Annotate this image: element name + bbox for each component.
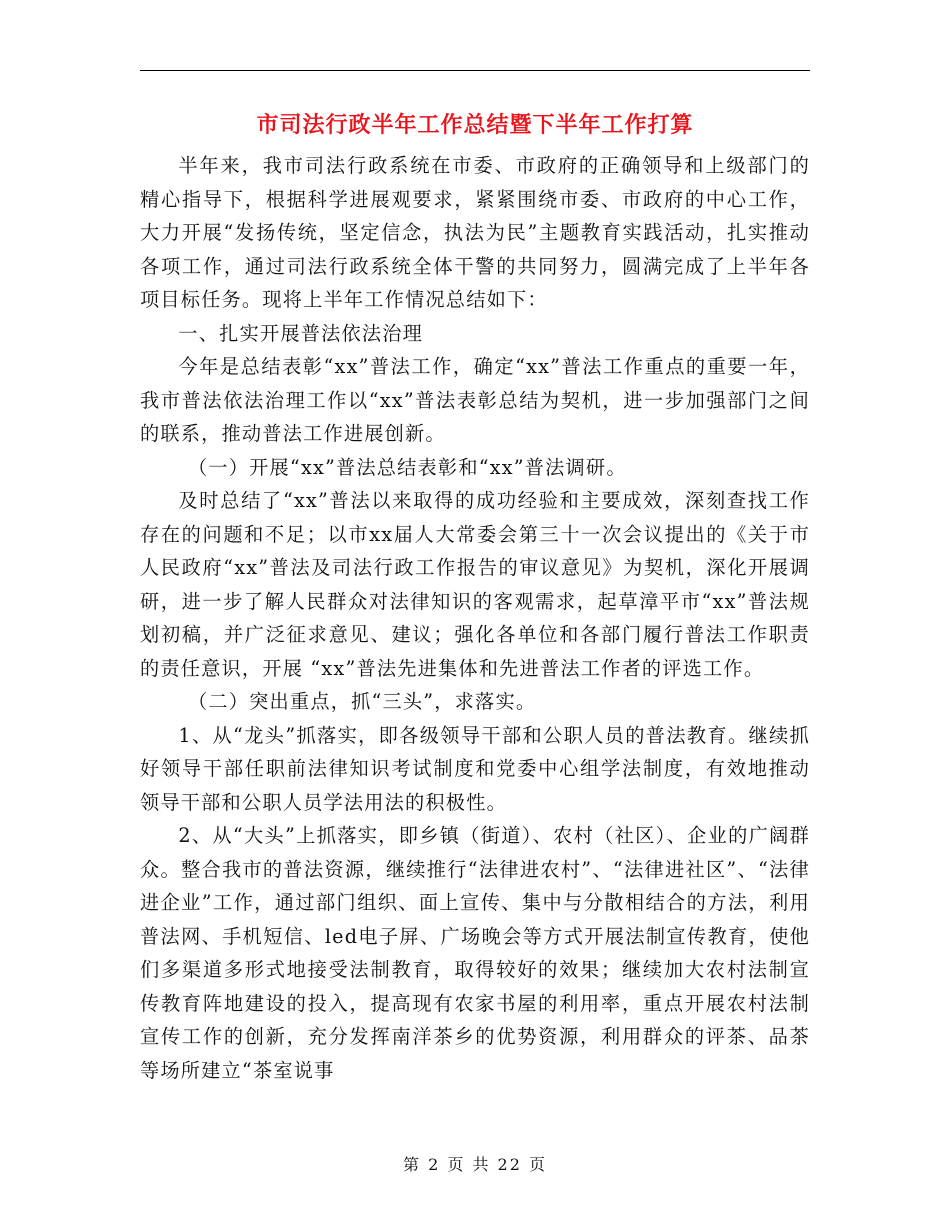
paragraph-subsection-1: 及时总结了“xx”普法以来取得的成功经验和主要成效，深刻查找工作存在的问题和不足；以市xx届人大常委会第三十一次会议提出的《关于市人民政府“xx”普法及司法行政工作报告的审议意见》为契机，深化开展调研，进一步了解人民群众对法律知识的客观需求，起草漳平市“xx”普法规划初稿，并广泛征求意见、建议；强化各单位和各部门履行普法工作职责的责任意识，开展 “xx”普法先进集体和先进普法工作者的评选工作。	[140, 489, 810, 680]
paragraph-intro: 半年来，我市司法行政系统在市委、市政府的正确领导和上级部门的精心指导下，根据科学进展观要求，紧紧围绕市委、市政府的中心工作，大力开展“发扬传统，坚定信念，执法为民”主题教育实践活动，扎实推动各项工作，通过司法行政系统全体干警的共同努力，圆满完成了上半年各项目标任务。现将上半年工作情况总结如下：	[140, 154, 810, 311]
subsection-heading-1: （一）开展“xx”普法总结表彰和“xx”普法调研。	[188, 455, 627, 479]
paragraph-item-2: 2、从“大头”上抓落实，即乡镇（街道）、农村（社区）、企业的广阔群众。整合我市的普法资源，继续推行“法律进农村”、“法律进社区”、“法律进企业”工作，通过部门组织、面上宣传、集中与分散相结合的方法，利用普法网、手机短信、led电子屏、广场晚会等方式开展法制宣传教育，使他们多渠道多形式地接受法制教育，取得较好的效果；继续加大农村法制宣传教育阵地建设的投入，提高现有农家书屋的利用率，重点开展农村法制宣传工作的创新，充分发挥南洋茶乡的优势资源，利用群众的评茶、品茶等场所建立“茶室说事	[140, 824, 810, 1082]
section-heading-1: 一、扎实开展普法依法治理	[178, 321, 424, 345]
page-number: 第 2 页 共 22 页	[403, 1155, 547, 1174]
subsection-heading-2: （二）突出重点，抓“三头”，求落实。	[188, 690, 537, 713]
document-body	[140, 149, 810, 1087]
paragraph-item-1: 1、从“龙头”抓落实，即各级领导干部和公职人员的普法教育。继续抓好领导干部任职前法律知识考试制度和党委中心组学法制度，有效地推动领导干部和公职人员学法用法的积极性。	[140, 723, 810, 814]
paragraph-section-1: 今年是总结表彰“xx”普法工作，确定“xx”普法工作重点的重要一年，我市普法依法治理工作以“xx”普法表彰总结为契机，进一步加强部门之间的联系，推动普法工作进展创新。	[140, 355, 810, 445]
document-title: 市司法行政半年工作总结暨下半年工作打算	[256, 113, 694, 138]
header-rule	[140, 70, 810, 71]
